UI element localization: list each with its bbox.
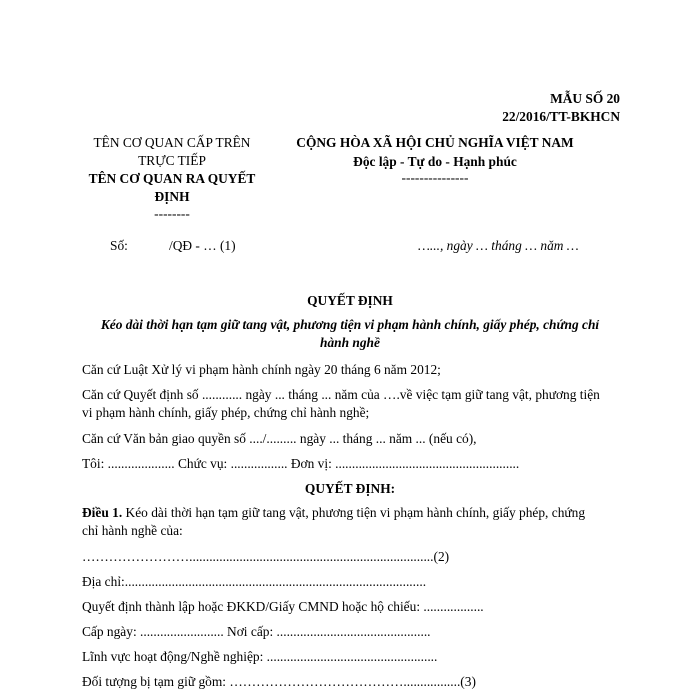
place-date-line: …..., ngày … tháng … năm … <box>418 238 579 253</box>
field-registration: Quyết định thành lập hoặc ĐKKD/Giấy CMND hoặc hộ chiếu: .................. <box>82 599 484 614</box>
decision-title: QUYẾT ĐỊNH <box>307 293 393 308</box>
field-issue-date-place: Cấp ngày: ......................... Nơi cấp: .............................................. <box>82 624 431 639</box>
national-separator: --------------- <box>401 170 469 185</box>
agency-separator: -------- <box>154 206 190 221</box>
basis-decision-line2: vi phạm hành chính, giấy phép, chứng chỉ hành nghề; <box>82 405 370 420</box>
form-code-circular: 22/2016/TT-BKHCN <box>502 109 620 124</box>
basis-authorization: Căn cứ Văn bản giao quyền số ..../......... ngày ... tháng ... năm ... (nếu có), <box>82 431 477 446</box>
decision-number-value: /QĐ - … (1) <box>169 238 236 253</box>
field-seized-items: Đối tượng bị tạm giữ gồm: ………………………………….................(3) <box>82 674 476 689</box>
field-address: Địa chỉ:.......................................................................................... <box>82 574 427 589</box>
issuing-agency-line1: TÊN CƠ QUAN RA QUYẾT <box>88 171 256 186</box>
article-1-text: Kéo dài thời hạn tạm giữ tang vật, phương tiện vi phạm hành chính, giấy phép, chứng <box>122 505 586 520</box>
signer-line: Tôi: .................... Chức vụ: ................. Đơn vị: ....................................................... <box>82 456 520 471</box>
article-1-line1 <box>82 505 585 521</box>
article-1-line2: chỉ hành nghề của: <box>82 523 183 538</box>
article-1-label: Điều 1. <box>82 505 123 520</box>
superior-agency-line1: TÊN CƠ QUAN CẤP TRÊN <box>93 135 251 150</box>
field-occupation: Lĩnh vực hoạt động/Nghề nghiệp: ................................................... <box>82 649 438 664</box>
basis-law: Căn cứ Luật Xử lý vi phạm hành chính ngày 20 tháng 6 năm 2012; <box>82 362 441 377</box>
decision-subtitle-line1: Kéo dài thời hạn tạm giữ tang vật, phương tiện vi phạm hành chính, giấy phép, chứng chỉ <box>100 317 600 332</box>
superior-agency-line2: TRỰC TIẾP <box>138 153 206 168</box>
decision-subtitle-line2: hành nghề <box>320 335 380 350</box>
national-title: CỘNG HÒA XÃ HỘI CHỦ NGHĨA VIỆT NAM <box>296 135 574 150</box>
field-violator-name: …………………….........................................................................(2) <box>82 549 450 564</box>
form-code-number: MẪU SỐ 20 <box>550 91 620 106</box>
issuing-agency-line2: ĐỊNH <box>154 189 190 204</box>
national-motto: Độc lập - Tự do - Hạnh phúc <box>353 154 517 169</box>
decision-heading: QUYẾT ĐỊNH: <box>304 481 396 496</box>
basis-decision-line1: Căn cứ Quyết định số ............ ngày ... tháng ... năm của ….về việc tạm giữ tang vật, phương tiện <box>82 387 600 402</box>
decision-number-label: Số: <box>110 238 128 253</box>
